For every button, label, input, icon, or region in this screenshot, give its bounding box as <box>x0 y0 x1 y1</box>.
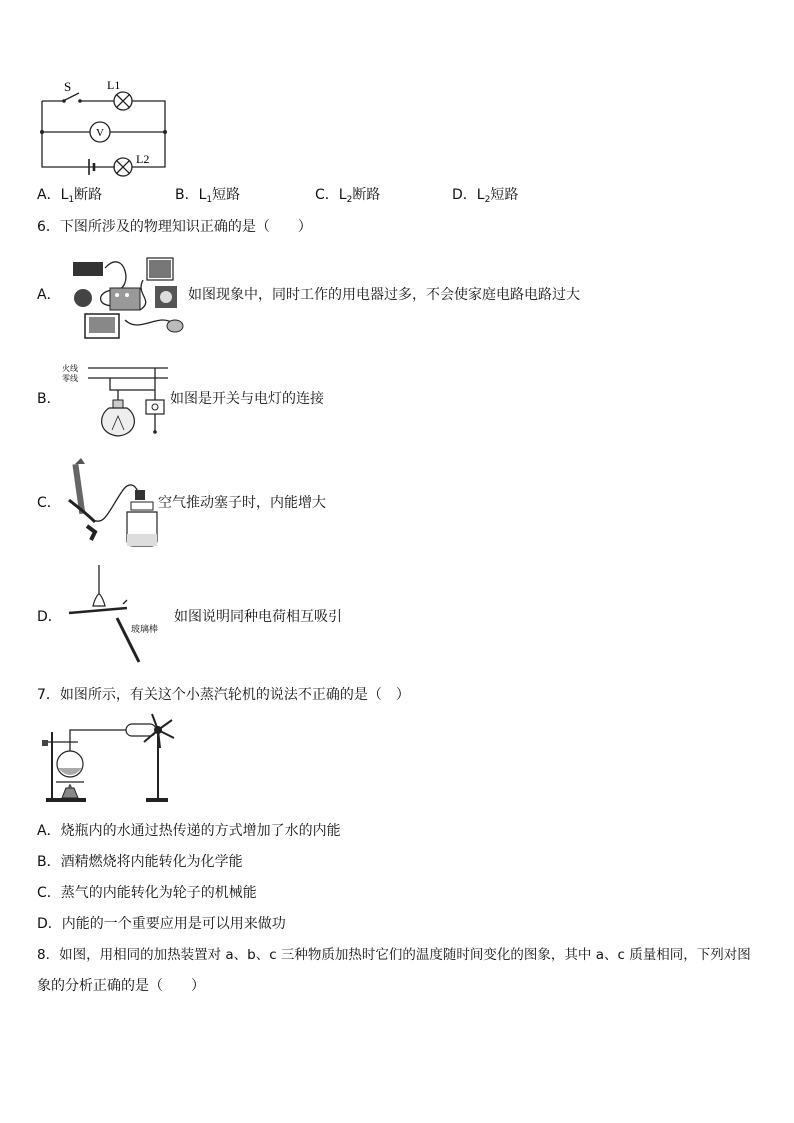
charged-rods-illustration <box>65 560 175 670</box>
q6-option-b-label: B． <box>37 391 61 407</box>
q6-stem: 6．下图所涉及的物理知识正确的是（ ） <box>37 219 312 235</box>
air-pump-bottle-illustration <box>65 450 165 550</box>
q5-option-a: A．$L_1$断路 <box>37 187 103 205</box>
steam-turbine-illustration <box>40 712 180 807</box>
q5-option-b: B．$L_1$短路 <box>175 187 241 205</box>
q5-option-c: C．$L_2$断路 <box>315 187 381 205</box>
q6-option-b-text: 如图是开关与电灯的连接 <box>170 391 324 407</box>
glass-rod-label: 玻璃棒 <box>131 625 159 635</box>
overloaded-socket-illustration <box>65 250 190 340</box>
q6-option-c-text: 空气推动塞子时，内能增大 <box>158 495 326 511</box>
neutral-wire-label: 零线 <box>62 374 78 383</box>
q6-option-d-text: 如图说明同种电荷相互吸引 <box>174 609 342 625</box>
voltmeter-label: V <box>96 127 104 139</box>
q6-option-a-text: 如图现象中，同时工作的用电器过多，不会使家庭电路电路过大 <box>188 287 580 303</box>
switch-lamp-wiring-diagram <box>60 360 172 440</box>
q8-stem-line2: 象的分析正确的是（ ） <box>37 978 205 994</box>
switch-label: S <box>64 79 72 94</box>
q5-option-d: D．$L_2$短路 <box>452 187 519 205</box>
lamp-l2-icon <box>114 158 132 176</box>
q6-option-c-label: C． <box>37 495 61 511</box>
q7-option-b: B．酒精燃烧将内能转化为化学能 <box>37 854 243 870</box>
q7-option-d: D．内能的一个重要应用是可以用来做功 <box>37 916 286 932</box>
lamp2-label: L2 <box>136 152 150 166</box>
lamp1-label: L1 <box>107 78 121 92</box>
q6-option-d-label: D． <box>37 609 62 625</box>
circuit-diagram <box>35 75 175 175</box>
q6-option-a-label: A． <box>37 287 61 303</box>
q7-option-c: C．蒸气的内能转化为轮子的机械能 <box>37 885 257 901</box>
q7-option-a: A．烧瓶内的水通过热传递的方式增加了水的内能 <box>37 823 341 839</box>
lamp-l1-icon <box>114 92 132 110</box>
q8-stem-line1: 8．如图，用相同的加热装置对 a、b、c 三种物质加热时它们的温度随时间变化的图象，其中 a、c 质量相同，下列对图 <box>37 947 751 963</box>
q7-stem: 7．如图所示，有关这个小蒸汽轮机的说法不正确的是（ ） <box>37 687 410 703</box>
live-wire-label: 火线 <box>62 364 78 373</box>
